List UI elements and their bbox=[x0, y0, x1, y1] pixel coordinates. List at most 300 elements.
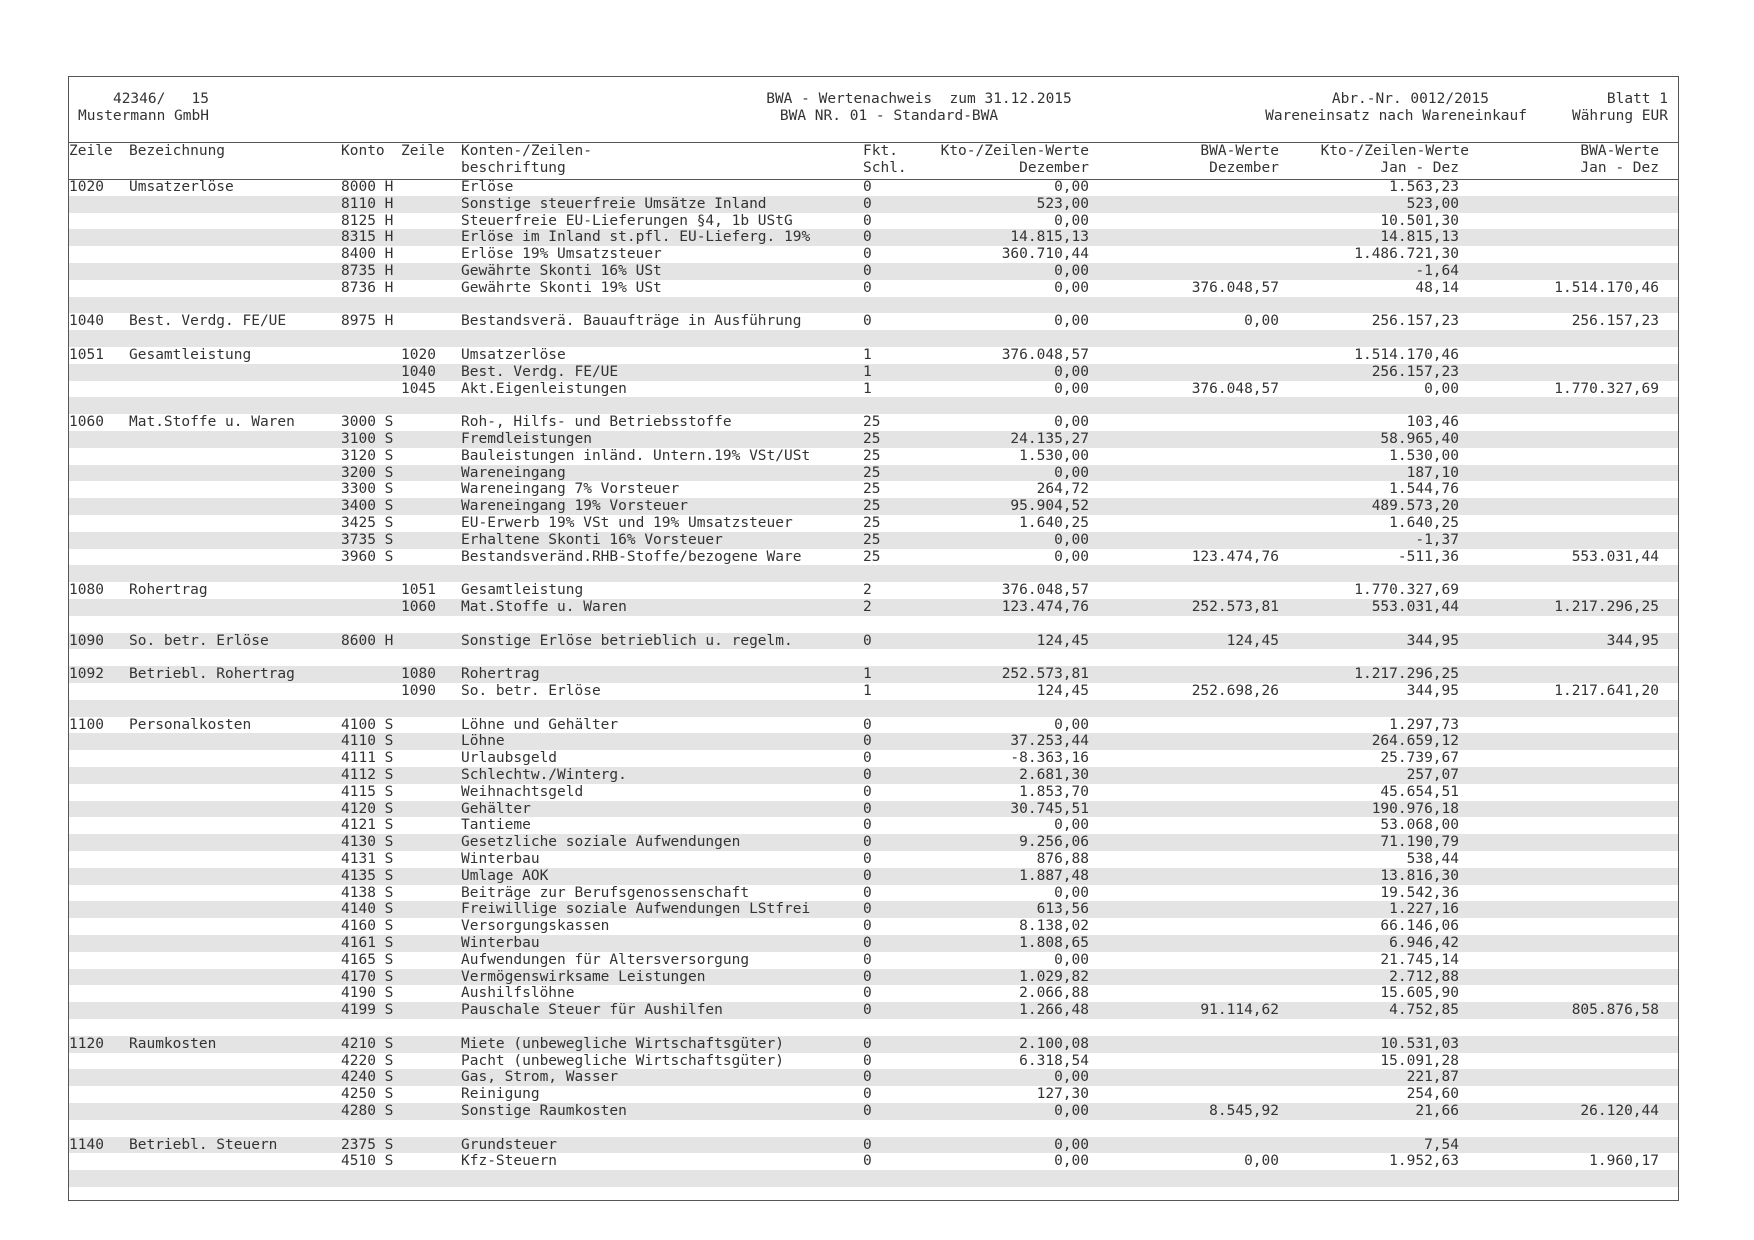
page-number: Blatt 1 bbox=[1606, 91, 1668, 107]
row-bwa-dez: 8.545,92 bbox=[1209, 1103, 1279, 1119]
row-kto-dez: 0,00 bbox=[1054, 817, 1089, 834]
row-kto-dez: 1.887,48 bbox=[1019, 867, 1089, 884]
row-zeile: 1092 bbox=[69, 666, 104, 683]
table-row bbox=[69, 801, 1678, 818]
table-spacer-row bbox=[69, 297, 1678, 314]
row-beschriftung: Aufwendungen für Altersversorgung bbox=[461, 951, 750, 968]
row-kto-jd: -511,36 bbox=[1397, 548, 1459, 565]
row-konto: 4111 S bbox=[341, 750, 394, 767]
row-kto-jd: 256.157,23 bbox=[1371, 363, 1459, 380]
row-konto: 4510 S bbox=[341, 1153, 394, 1170]
table-row bbox=[69, 280, 1678, 297]
row-beschriftung: Bestandsverä. Bauaufträge in Ausführung bbox=[461, 313, 802, 330]
row-fkt: 25 bbox=[863, 447, 881, 464]
table-row bbox=[69, 817, 1678, 834]
table-row bbox=[69, 918, 1678, 935]
row-konto: 4130 S bbox=[341, 834, 394, 851]
row-beschriftung: Weihnachtsgeld bbox=[461, 783, 584, 800]
row-kto-dez: 9.256,06 bbox=[1019, 834, 1089, 851]
row-fkt: 0 bbox=[863, 1052, 872, 1069]
table-row bbox=[69, 532, 1678, 549]
row-beschriftung: Gewährte Skonti 19% USt bbox=[461, 279, 662, 296]
table-row bbox=[69, 733, 1678, 750]
row-konto: 4110 S bbox=[341, 733, 394, 750]
currency-label: Währung EUR bbox=[1571, 108, 1668, 124]
row-beschriftung: Beiträge zur Berufsgenossenschaft bbox=[461, 884, 750, 901]
row-kto-dez: 0,00 bbox=[1054, 1103, 1089, 1119]
table-row bbox=[69, 515, 1678, 532]
row-bezeichnung: Betriebl. Rohertrag bbox=[129, 666, 295, 683]
client-number: 42346/ 15 bbox=[112, 91, 209, 107]
table-row bbox=[69, 1137, 1678, 1154]
row-kzeile: 1040 bbox=[401, 363, 436, 380]
table-row bbox=[69, 313, 1678, 330]
row-bwa-dez: 252.698,26 bbox=[1191, 683, 1279, 699]
table-row bbox=[69, 1103, 1678, 1120]
row-fkt: 0 bbox=[863, 263, 872, 279]
row-bezeichnung: Umsatzerlöse bbox=[129, 179, 234, 195]
row-kto-jd: 6.946,42 bbox=[1389, 935, 1459, 951]
row-beschriftung: Steuerfreie EU-Lieferungen §4, 1b UStG bbox=[461, 212, 793, 229]
row-kto-dez: 124,45 bbox=[1036, 632, 1089, 649]
row-bwa-dez: 376.048,57 bbox=[1191, 380, 1279, 397]
row-beschriftung: Pacht (unbewegliche Wirtschaftsgüter) bbox=[461, 1052, 785, 1069]
row-beschriftung: Reinigung bbox=[461, 1086, 540, 1103]
table-spacer-row bbox=[69, 700, 1678, 717]
row-fkt: 0 bbox=[863, 985, 872, 1002]
row-kto-jd: 1.640,25 bbox=[1389, 515, 1459, 531]
table-row bbox=[69, 985, 1678, 1002]
row-konto: 4135 S bbox=[341, 867, 394, 884]
row-beschriftung: Akt.Eigenleistungen bbox=[461, 380, 627, 397]
row-fkt: 1 bbox=[863, 380, 872, 397]
table-row bbox=[69, 246, 1678, 263]
row-fkt: 0 bbox=[863, 212, 872, 229]
row-kto-dez: 1.808,65 bbox=[1019, 935, 1089, 951]
row-kto-dez: 0,00 bbox=[1054, 716, 1089, 733]
row-bwa-jd: 805.876,58 bbox=[1571, 1002, 1659, 1019]
row-bwa-jd: 1.770.327,69 bbox=[1554, 380, 1659, 397]
row-fkt: 1 bbox=[863, 347, 872, 363]
row-konto: 2375 S bbox=[341, 1136, 394, 1153]
row-kzeile: 1090 bbox=[401, 683, 436, 699]
row-fkt: 0 bbox=[863, 313, 872, 330]
row-kzeile: 1020 bbox=[401, 347, 436, 363]
table-row bbox=[69, 465, 1678, 482]
row-fkt: 2 bbox=[863, 599, 872, 615]
row-kto-jd: 1.563,23 bbox=[1389, 179, 1459, 195]
table-row bbox=[69, 767, 1678, 784]
row-bwa-jd: 1.217.641,20 bbox=[1554, 683, 1659, 699]
table-row bbox=[69, 885, 1678, 902]
row-kto-jd: 71.190,79 bbox=[1380, 834, 1459, 851]
row-konto: 4220 S bbox=[341, 1052, 394, 1069]
row-kto-jd: 21.745,14 bbox=[1380, 951, 1459, 968]
row-kto-dez: 37.253,44 bbox=[1010, 733, 1089, 750]
table-spacer-row bbox=[69, 397, 1678, 414]
row-kto-jd: 2.712,88 bbox=[1389, 968, 1459, 985]
row-beschriftung: Vermögenswirksame Leistungen bbox=[461, 968, 706, 985]
row-fkt: 0 bbox=[863, 246, 872, 263]
row-kto-dez: 0,00 bbox=[1054, 531, 1089, 548]
row-kto-jd: 221,87 bbox=[1406, 1069, 1459, 1086]
row-kto-jd: 489.573,20 bbox=[1371, 498, 1459, 515]
row-zeile: 1140 bbox=[69, 1136, 104, 1153]
row-beschriftung: Bauleistungen inländ. Untern.19% VSt/USt bbox=[461, 447, 811, 464]
row-beschriftung: Miete (unbewegliche Wirtschaftsgüter) bbox=[461, 1035, 785, 1052]
table-row bbox=[69, 784, 1678, 801]
row-kto-dez: 0,00 bbox=[1054, 263, 1089, 279]
table-row bbox=[69, 1002, 1678, 1019]
row-kto-jd: 25.739,67 bbox=[1380, 750, 1459, 767]
row-beschriftung: Versorgungskassen bbox=[461, 918, 610, 935]
row-beschriftung: Wareneingang 7% Vorsteuer bbox=[461, 481, 680, 498]
row-konto: 4210 S bbox=[341, 1035, 394, 1052]
row-konto: 3400 S bbox=[341, 498, 394, 515]
row-kto-jd: 344,95 bbox=[1406, 683, 1459, 699]
row-beschriftung: Schlechtw./Winterg. bbox=[461, 767, 627, 783]
row-beschriftung: Aushilfslöhne bbox=[461, 985, 575, 1002]
row-konto: 4170 S bbox=[341, 968, 394, 985]
row-fkt: 0 bbox=[863, 1035, 872, 1052]
row-konto: 8400 H bbox=[341, 246, 394, 263]
report-subtitle: BWA NR. 01 - Standard-BWA bbox=[779, 108, 999, 124]
table-row bbox=[69, 179, 1678, 196]
row-konto: 4112 S bbox=[341, 767, 394, 783]
table-row bbox=[69, 717, 1678, 734]
row-beschriftung: Freiwillige soziale Aufwendungen LStfrei bbox=[461, 901, 811, 918]
table-row bbox=[69, 851, 1678, 868]
row-konto: 4160 S bbox=[341, 918, 394, 935]
col-bwa-dez-1: BWA-Werte bbox=[1200, 143, 1279, 159]
row-kto-dez: 8.138,02 bbox=[1019, 918, 1089, 935]
row-fkt: 0 bbox=[863, 750, 872, 767]
row-fkt: 0 bbox=[863, 968, 872, 985]
row-konto: 8736 H bbox=[341, 279, 394, 296]
row-beschriftung: Sonstige steuerfreie Umsätze Inland bbox=[461, 195, 767, 212]
row-fkt: 0 bbox=[863, 1103, 872, 1119]
row-kto-jd: 21,66 bbox=[1415, 1103, 1459, 1119]
table-row bbox=[69, 683, 1678, 700]
table-row bbox=[69, 1086, 1678, 1103]
row-beschriftung: Tantieme bbox=[461, 817, 531, 834]
row-bezeichnung: Raumkosten bbox=[129, 1035, 217, 1052]
row-kto-dez: 264,72 bbox=[1036, 481, 1089, 498]
row-fkt: 25 bbox=[863, 548, 881, 565]
row-konto: 4140 S bbox=[341, 901, 394, 918]
table-row bbox=[69, 750, 1678, 767]
row-beschriftung: Erhaltene Skonti 16% Vorsteuer bbox=[461, 531, 723, 548]
row-konto: 4131 S bbox=[341, 851, 394, 867]
row-bwa-dez: 0,00 bbox=[1244, 1153, 1279, 1170]
row-fkt: 0 bbox=[863, 1086, 872, 1103]
table-row bbox=[69, 1053, 1678, 1070]
row-fkt: 25 bbox=[863, 481, 881, 498]
row-fkt: 0 bbox=[863, 229, 872, 246]
table-row bbox=[69, 498, 1678, 515]
row-kto-jd: 256.157,23 bbox=[1371, 313, 1459, 330]
row-beschriftung: Bestandsveränd.RHB-Stoffe/bezogene Ware bbox=[461, 548, 802, 565]
row-beschriftung: Wareneingang bbox=[461, 464, 566, 481]
row-bezeichnung: Rohertrag bbox=[129, 582, 208, 599]
table-spacer-row bbox=[69, 616, 1678, 633]
row-konto: 4161 S bbox=[341, 935, 394, 951]
row-konto: 3300 S bbox=[341, 481, 394, 498]
row-kto-jd: 1.952,63 bbox=[1389, 1153, 1459, 1170]
row-kto-dez: 95.904,52 bbox=[1010, 498, 1089, 515]
table-row bbox=[69, 549, 1678, 566]
row-beschriftung: Gas, Strom, Wasser bbox=[461, 1069, 619, 1086]
table-spacer-row bbox=[69, 1170, 1678, 1187]
row-kzeile: 1060 bbox=[401, 599, 436, 615]
row-beschriftung: Grundsteuer bbox=[461, 1136, 558, 1153]
row-fkt: 0 bbox=[863, 195, 872, 212]
row-kto-jd: 523,00 bbox=[1406, 195, 1459, 212]
table-row bbox=[69, 1069, 1678, 1086]
col-beschriftung-1: Konten-/Zeilen- bbox=[461, 143, 592, 159]
row-kto-jd: -1,37 bbox=[1415, 531, 1459, 548]
row-fkt: 0 bbox=[863, 901, 872, 918]
table-row bbox=[69, 347, 1678, 364]
row-beschriftung: Löhne und Gehälter bbox=[461, 716, 619, 733]
row-beschriftung: Erlöse im Inland st.pfl. EU-Lieferg. 19% bbox=[461, 229, 811, 246]
row-konto: 8975 H bbox=[341, 313, 394, 330]
row-zeile: 1090 bbox=[69, 632, 104, 649]
col-bwa-jd-1: BWA-Werte bbox=[1580, 143, 1659, 159]
row-fkt: 1 bbox=[863, 363, 872, 380]
row-kto-dez: 252.573,81 bbox=[1001, 666, 1089, 683]
row-konto: 4121 S bbox=[341, 817, 394, 834]
row-kto-dez: 2.066,88 bbox=[1019, 985, 1089, 1002]
row-bezeichnung: Mat.Stoffe u. Waren bbox=[129, 414, 295, 431]
table-spacer-row bbox=[69, 1120, 1678, 1137]
row-konto: 8600 H bbox=[341, 632, 394, 649]
row-kto-jd: 344,95 bbox=[1406, 632, 1459, 649]
row-beschriftung: EU-Erwerb 19% VSt und 19% Umsatzsteuer bbox=[461, 515, 793, 531]
table-row bbox=[69, 666, 1678, 683]
row-fkt: 0 bbox=[863, 817, 872, 834]
row-fkt: 1 bbox=[863, 666, 872, 683]
row-kto-jd: 15.091,28 bbox=[1380, 1052, 1459, 1069]
row-kto-jd: 1.544,76 bbox=[1389, 481, 1459, 498]
row-zeile: 1100 bbox=[69, 716, 104, 733]
row-fkt: 0 bbox=[863, 716, 872, 733]
row-beschriftung: Winterbau bbox=[461, 851, 540, 867]
row-bwa-dez: 0,00 bbox=[1244, 313, 1279, 330]
col-kto-dez-1: Kto-/Zeilen-Werte bbox=[940, 143, 1089, 159]
row-konto: 3000 S bbox=[341, 414, 394, 431]
row-konto: 4120 S bbox=[341, 800, 394, 817]
row-kto-jd: 1.530,00 bbox=[1389, 447, 1459, 464]
row-beschriftung: Fremdleistungen bbox=[461, 431, 592, 447]
row-konto: 8315 H bbox=[341, 229, 394, 246]
row-bwa-jd: 256.157,23 bbox=[1571, 313, 1659, 330]
table-row bbox=[69, 364, 1678, 381]
table-row bbox=[69, 633, 1678, 650]
table-row bbox=[69, 582, 1678, 599]
table-row bbox=[69, 229, 1678, 246]
row-fkt: 0 bbox=[863, 1002, 872, 1019]
table-spacer-row bbox=[69, 565, 1678, 582]
row-kto-dez: 0,00 bbox=[1054, 1153, 1089, 1170]
row-zeile: 1040 bbox=[69, 313, 104, 330]
row-kto-dez: 0,00 bbox=[1054, 313, 1089, 330]
row-bwa-jd: 26.120,44 bbox=[1580, 1103, 1659, 1119]
row-beschriftung: Kfz-Steuern bbox=[461, 1153, 558, 1170]
row-konto: 4138 S bbox=[341, 884, 394, 901]
table-row bbox=[69, 196, 1678, 213]
row-bwa-jd: 344,95 bbox=[1606, 632, 1659, 649]
row-fkt: 0 bbox=[863, 279, 872, 296]
row-beschriftung: Gewährte Skonti 16% USt bbox=[461, 263, 662, 279]
row-kto-dez: 0,00 bbox=[1054, 414, 1089, 431]
row-kto-dez: 1.266,48 bbox=[1019, 1002, 1089, 1019]
row-kto-jd: 10.501,30 bbox=[1380, 212, 1459, 229]
row-fkt: 0 bbox=[863, 632, 872, 649]
row-kto-dez: 1.530,00 bbox=[1019, 447, 1089, 464]
table-row bbox=[69, 431, 1678, 448]
row-kto-jd: 14.815,13 bbox=[1380, 229, 1459, 246]
row-beschriftung: Sonstige Erlöse betrieblich u. regelm. bbox=[461, 632, 793, 649]
row-zeile: 1080 bbox=[69, 582, 104, 599]
row-kto-jd: 19.542,36 bbox=[1380, 884, 1459, 901]
row-kto-dez: 876,88 bbox=[1036, 851, 1089, 867]
row-kto-jd: 13.816,30 bbox=[1380, 867, 1459, 884]
row-kto-jd: 58.965,40 bbox=[1380, 431, 1459, 447]
row-bwa-jd: 1.960,17 bbox=[1589, 1153, 1659, 1170]
col-kto-jd-1: Kto-/Zeilen-Werte bbox=[1320, 143, 1469, 159]
row-kto-dez: 0,00 bbox=[1054, 279, 1089, 296]
table-row bbox=[69, 414, 1678, 431]
row-kto-jd: 1.770.327,69 bbox=[1354, 582, 1459, 599]
row-fkt: 0 bbox=[863, 935, 872, 951]
col-kto-jd-2: Jan - Dez bbox=[1380, 160, 1459, 176]
row-kto-dez: 0,00 bbox=[1054, 363, 1089, 380]
row-kto-jd: 15.605,90 bbox=[1380, 985, 1459, 1002]
row-zeile: 1051 bbox=[69, 347, 104, 363]
row-konto: 3960 S bbox=[341, 548, 394, 565]
row-kzeile: 1080 bbox=[401, 666, 436, 683]
row-kto-dez: 376.048,57 bbox=[1001, 347, 1089, 363]
row-konto: 3120 S bbox=[341, 447, 394, 464]
row-bwa-dez: 123.474,76 bbox=[1191, 548, 1279, 565]
row-beschriftung: Erlöse bbox=[461, 179, 514, 195]
row-beschriftung: Roh-, Hilfs- und Betriebsstoffe bbox=[461, 414, 732, 431]
row-beschriftung: Pauschale Steuer für Aushilfen bbox=[461, 1002, 723, 1019]
row-kto-dez: 14.815,13 bbox=[1010, 229, 1089, 246]
row-kto-dez: 0,00 bbox=[1054, 1069, 1089, 1086]
row-kto-jd: 4.752,85 bbox=[1389, 1002, 1459, 1019]
table-spacer-row bbox=[69, 330, 1678, 347]
row-konto: 4240 S bbox=[341, 1069, 394, 1086]
row-bwa-jd: 1.217.296,25 bbox=[1554, 599, 1659, 615]
row-zeile: 1060 bbox=[69, 414, 104, 431]
row-kto-dez: 1.640,25 bbox=[1019, 515, 1089, 531]
row-bwa-dez: 91.114,62 bbox=[1200, 1002, 1279, 1019]
row-kzeile: 1051 bbox=[401, 582, 436, 599]
row-kto-jd: 7,54 bbox=[1424, 1136, 1459, 1153]
row-kto-jd: 190.976,18 bbox=[1371, 800, 1459, 817]
row-beschriftung: So. betr. Erlöse bbox=[461, 683, 601, 699]
row-kto-dez: 0,00 bbox=[1054, 884, 1089, 901]
col-bwa-jd-2: Jan - Dez bbox=[1580, 160, 1659, 176]
col-kto-dez-2: Dezember bbox=[1019, 160, 1089, 176]
row-kto-jd: 553.031,44 bbox=[1371, 599, 1459, 615]
row-bwa-jd: 1.514.170,46 bbox=[1554, 279, 1659, 296]
row-beschriftung: Sonstige Raumkosten bbox=[461, 1103, 627, 1119]
row-beschriftung: Urlaubsgeld bbox=[461, 750, 558, 767]
row-konto: 8000 H bbox=[341, 179, 394, 195]
row-bezeichnung: So. betr. Erlöse bbox=[129, 632, 269, 649]
table-row bbox=[69, 1153, 1678, 1170]
row-bwa-dez: 252.573,81 bbox=[1191, 599, 1279, 615]
row-kto-dez: 0,00 bbox=[1054, 212, 1089, 229]
row-fkt: 0 bbox=[863, 179, 872, 195]
col-kzeile: Zeile bbox=[401, 143, 445, 159]
row-kto-dez: 2.100,08 bbox=[1019, 1035, 1089, 1052]
row-zeile: 1020 bbox=[69, 179, 104, 195]
row-kto-dez: 613,56 bbox=[1036, 901, 1089, 918]
abr-number: Abr.-Nr. 0012/2015 bbox=[1331, 91, 1489, 107]
row-fkt: 0 bbox=[863, 884, 872, 901]
row-kto-jd: 257,07 bbox=[1406, 767, 1459, 783]
table-row bbox=[69, 381, 1678, 398]
row-konto: 8125 H bbox=[341, 212, 394, 229]
row-bezeichnung: Gesamtleistung bbox=[129, 347, 252, 363]
row-beschriftung: Best. Verdg. FE/UE bbox=[461, 363, 619, 380]
row-kto-dez: 0,00 bbox=[1054, 179, 1089, 195]
row-kto-dez: 0,00 bbox=[1054, 548, 1089, 565]
row-kto-jd: 1.297,73 bbox=[1389, 716, 1459, 733]
row-kto-dez: 523,00 bbox=[1036, 195, 1089, 212]
row-kto-dez: 24.135,27 bbox=[1010, 431, 1089, 447]
row-fkt: 0 bbox=[863, 834, 872, 851]
row-bezeichnung: Best. Verdg. FE/UE bbox=[129, 313, 287, 330]
row-kto-jd: 10.531,03 bbox=[1380, 1035, 1459, 1052]
row-kto-dez: 1.853,70 bbox=[1019, 783, 1089, 800]
row-fkt: 0 bbox=[863, 1069, 872, 1086]
row-beschriftung: Löhne bbox=[461, 733, 505, 750]
row-fkt: 0 bbox=[863, 918, 872, 935]
row-kto-jd: 45.654,51 bbox=[1380, 783, 1459, 800]
row-beschriftung: Umsatzerlöse bbox=[461, 347, 566, 363]
row-fkt: 25 bbox=[863, 414, 881, 431]
table-row bbox=[69, 935, 1678, 952]
row-konto: 4250 S bbox=[341, 1086, 394, 1103]
row-bwa-dez: 376.048,57 bbox=[1191, 279, 1279, 296]
row-kto-dez: 360.710,44 bbox=[1001, 246, 1089, 263]
row-kto-jd: 538,44 bbox=[1406, 851, 1459, 867]
row-kto-dez: 0,00 bbox=[1054, 380, 1089, 397]
row-kto-dez: 30.745,51 bbox=[1010, 800, 1089, 817]
table-row bbox=[69, 969, 1678, 986]
table-row bbox=[69, 834, 1678, 851]
row-fkt: 0 bbox=[863, 800, 872, 817]
row-kto-jd: 1.217.296,25 bbox=[1354, 666, 1459, 683]
row-fkt: 0 bbox=[863, 1153, 872, 1170]
row-kto-jd: 0,00 bbox=[1424, 380, 1459, 397]
table-row bbox=[69, 481, 1678, 498]
row-kto-jd: 1.486.721,30 bbox=[1354, 246, 1459, 263]
row-konto: 3735 S bbox=[341, 531, 394, 548]
row-beschriftung: Umlage AOK bbox=[461, 867, 549, 884]
row-kto-jd: -1,64 bbox=[1415, 263, 1459, 279]
col-fkt-2: Schl. bbox=[863, 160, 907, 176]
row-konto: 8735 H bbox=[341, 263, 394, 279]
row-kto-dez: 0,00 bbox=[1054, 464, 1089, 481]
row-konto: 3100 S bbox=[341, 431, 394, 447]
row-kto-dez: 124,45 bbox=[1036, 683, 1089, 699]
